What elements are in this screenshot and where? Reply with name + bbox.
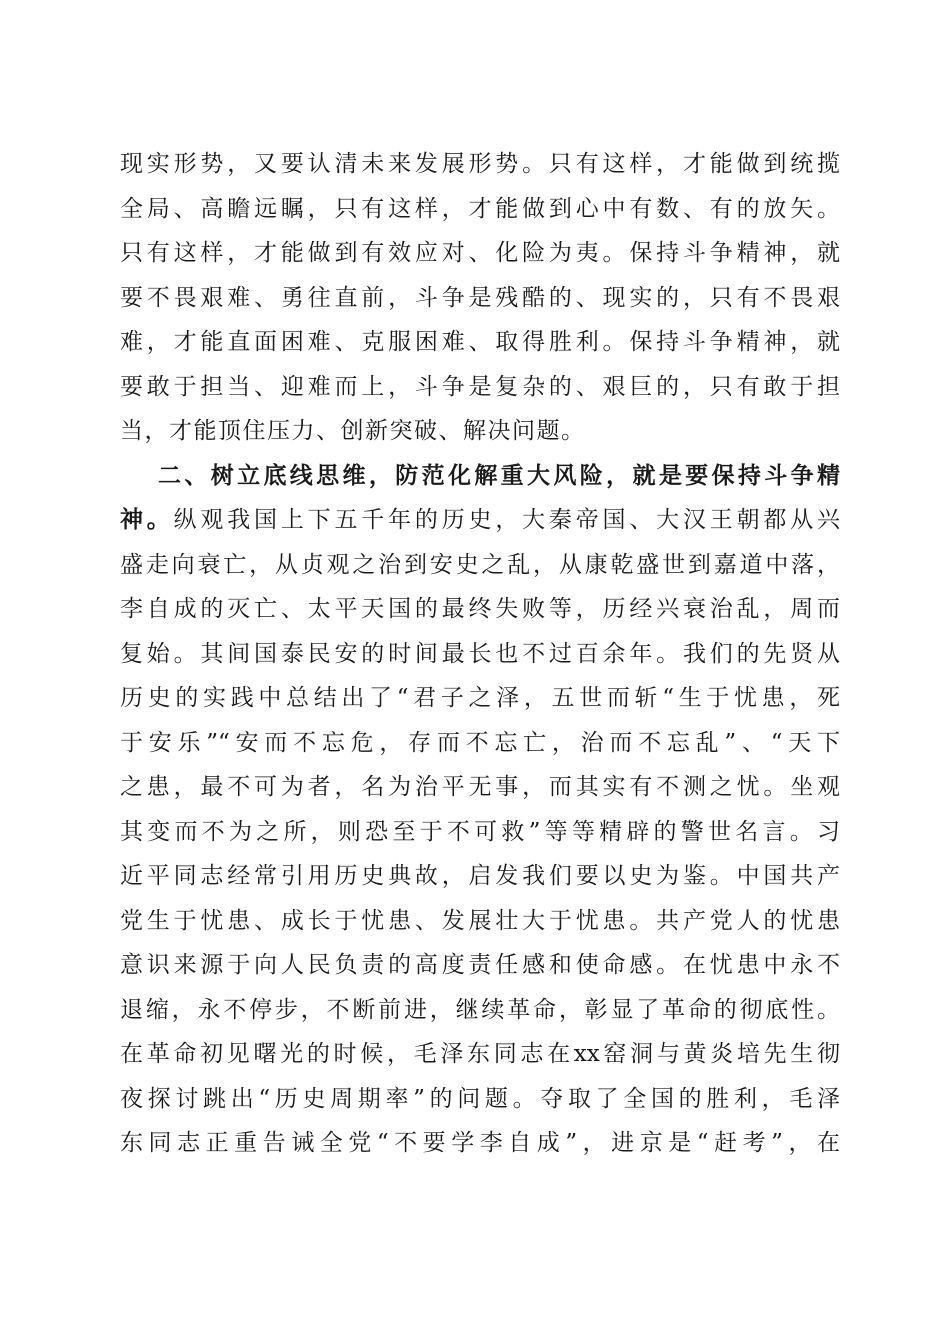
text-line: 在革命初见曙光的时候，毛泽东同志在xx窑洞与黄炎培先生彻 (120, 1041, 840, 1067)
section-heading: 二、树立底线思维，防范化解重大风险，就是要保持斗争精 (158, 462, 840, 489)
text-line: 难，才能直面困难、克服困难、取得胜利。保持斗争精神，就 (120, 329, 840, 355)
text-line: 之患，最不可为者，名为治平无事，而其实有不测之忧。坐观 (120, 774, 840, 800)
text-line: 当，才能顶住压力、创新突破、解决问题。 (120, 418, 586, 444)
text-line: 党生于忧患、成长于忧患、发展壮大于忧患。共产党人的忧患 (120, 907, 840, 934)
text-line: 全局、高瞻远瞩，只有这样，才能做到心中有数、有的放矢。 (120, 195, 840, 222)
text-line: 要敢于担当、迎难而上，斗争是复杂的、艰巨的，只有敢于担 (120, 373, 840, 400)
text-line: 退缩，永不停步，不断前进，继续革命，彰显了革命的彻底性。 (120, 996, 840, 1023)
text-line-rest: 纵观我国上下五千年的历史，大秦帝国、大汉王朝都从兴 (173, 507, 841, 533)
text-line: 要不畏艰难、勇往直前，斗争是残酷的、现实的，只有不畏艰 (120, 284, 840, 311)
text-line: 盛走向衰亡，从贞观之治到安史之乱，从康乾盛世到嘉道中落， (120, 551, 840, 578)
text-line (120, 498, 840, 543)
document-body (120, 142, 840, 1166)
text-line: 李自成的灭亡、太平天国的最终失败等，历经兴衰治乱，周而 (120, 596, 840, 622)
text-line: 历史的实践中总结出了“君子之泽，五世而斩“生于忧患，死 (120, 685, 840, 711)
section-heading-tail: 神。 (120, 507, 174, 533)
text-line: 其变而不为之所，则恐至于不可救”等等精辟的警世名言。习 (120, 818, 840, 845)
text-line: 于安乐”“安而不忘危，存而不忘亡，治而不忘乱”、“天下 (120, 729, 840, 756)
text-line: 近平同志经常引用历史典故，启发我们要以史为鉴。中国共产 (120, 863, 840, 889)
text-line: 夜探讨跳出“历史周期率”的问题。夺取了全国的胜利，毛泽 (120, 1085, 840, 1112)
text-line: 现实形势，又要认清未来发展形势。只有这样，才能做到统揽 (120, 151, 840, 177)
text-line: 复始。其间国泰民安的时间最长也不过百余年。我们的先贤从 (120, 640, 840, 667)
text-line: 只有这样，才能做到有效应对、化险为夷。保持斗争精神，就 (120, 240, 840, 266)
text-line: 东同志正重告诫全党“不要学李自成”，进京是“赶考”，在 (120, 1130, 840, 1156)
text-line: 意识来源于向人民负责的高度责任感和使命感。在忧患中永不 (120, 952, 840, 978)
